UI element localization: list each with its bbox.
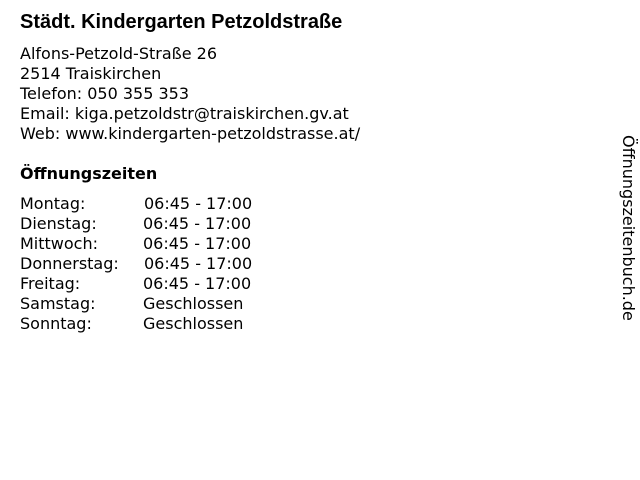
hours-row-friday <box>20 274 320 294</box>
hours-day: Montag: <box>20 194 86 213</box>
hours-day: Dienstag: <box>20 214 97 233</box>
phone-line: Telefon: 050 355 353 <box>20 84 190 103</box>
opening-hours-table <box>20 194 320 334</box>
site-watermark <box>612 135 640 365</box>
hours-row-saturday <box>20 294 320 314</box>
hours-day: Mittwoch: <box>20 234 98 253</box>
hours-time: 06:45 - 17:00 <box>143 234 252 253</box>
web-line: Web: www.kindergarten-petzoldstrasse.at/ <box>20 124 361 143</box>
watermark-text: Öffnungszeitenbuch.de <box>619 135 638 321</box>
contact-block <box>20 44 360 144</box>
address-city: 2514 Traiskirchen <box>20 64 162 83</box>
hours-day: Sonntag: <box>20 314 92 333</box>
email-line: Email: kiga.petzoldstr@traiskirchen.gv.at <box>20 104 349 123</box>
hours-time: Geschlossen <box>143 314 244 333</box>
hours-row-tuesday <box>20 214 320 234</box>
page-title: Städt. Kindergarten Petzoldstraße <box>20 11 343 33</box>
address-street: Alfons-Petzold-Straße 26 <box>20 44 217 63</box>
hours-time: 06:45 - 17:00 <box>144 194 253 213</box>
hours-row-thursday <box>20 254 320 274</box>
hours-day: Freitag: <box>20 274 81 293</box>
opening-hours-heading: Öffnungszeiten <box>20 164 158 183</box>
hours-time: 06:45 - 17:00 <box>143 274 252 293</box>
hours-time: 06:45 - 17:00 <box>143 214 252 233</box>
hours-day: Samstag: <box>20 294 96 313</box>
hours-row-wednesday <box>20 234 320 254</box>
hours-time: Geschlossen <box>143 294 244 313</box>
hours-row-monday <box>20 194 320 214</box>
hours-time: 06:45 - 17:00 <box>144 254 253 273</box>
hours-day: Donnerstag: <box>20 254 119 273</box>
hours-row-sunday <box>20 314 320 334</box>
